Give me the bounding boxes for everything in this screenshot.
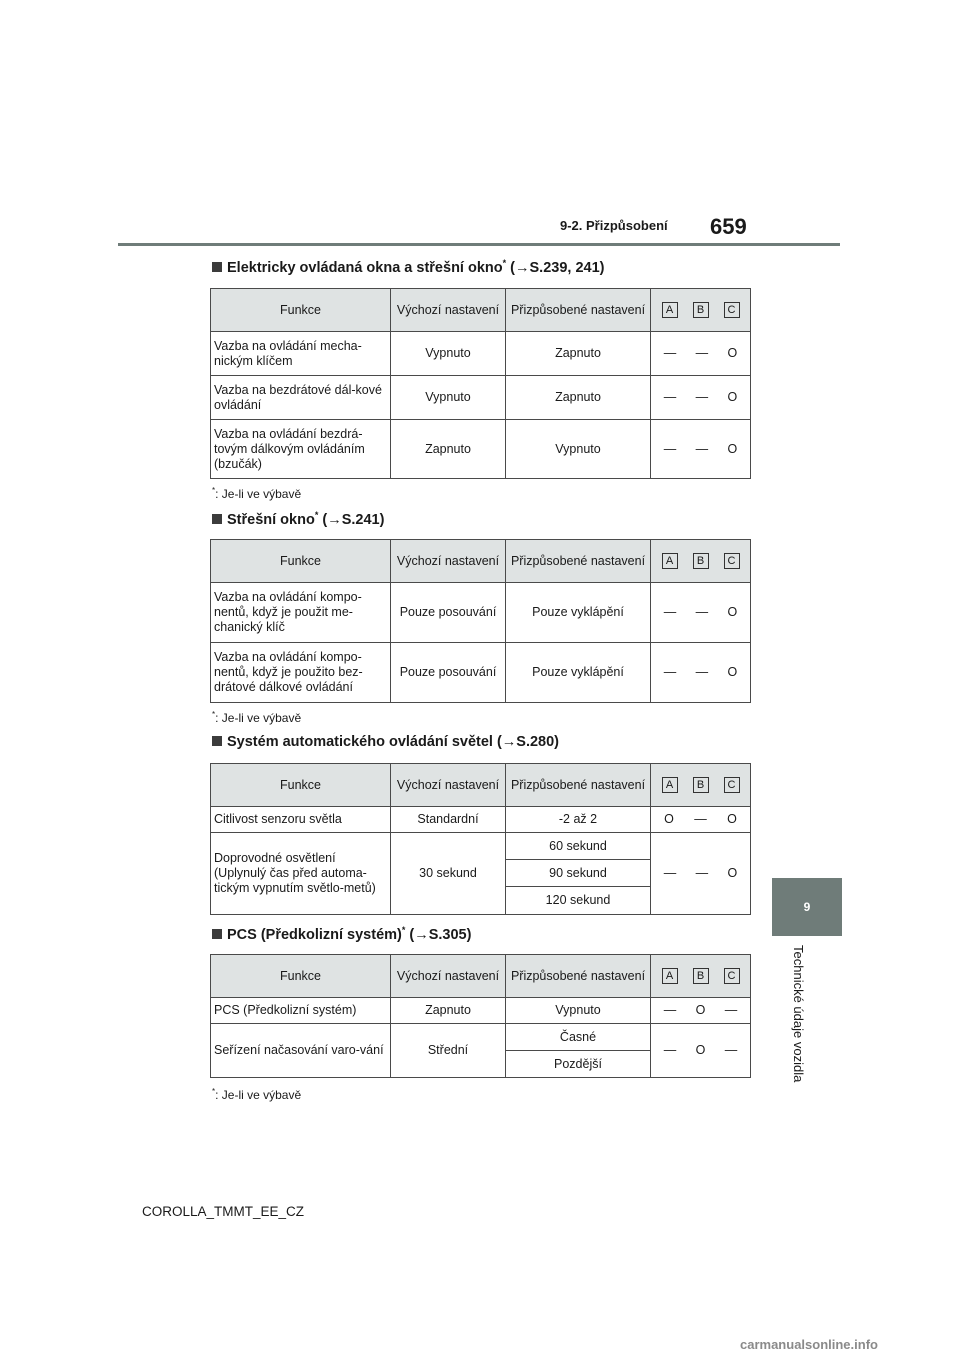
table-auto-lights: Funkce Výchozí nastavení Přizpůsobené nastavení A B C Citlivost senzoru světla Standardní -2 až 2 O — O Doprovodné osvětlení (Uplynulý čas před automa-tickým vypnutím světlo-metů) 30 sekund 60 sekund — — O 90 sekund 120 sekund — [210, 763, 751, 915]
bullet-square-icon — [212, 262, 222, 272]
table-row: Vazba na ovládání mecha-nickým klíčem Vypnuto Zapnuto — — O — [211, 332, 751, 376]
section-title-power-windows: Elektricky ovládaná okna a střešní okno* (→S.239, 241) — [212, 258, 604, 276]
table-row: Doprovodné osvětlení (Uplynulý čas před automa-tickým vypnutím světlo-metů) 30 sekund 60 sekund — — O — [211, 833, 751, 860]
col-abc — [651, 289, 751, 332]
table-row: Citlivost senzoru světla Standardní -2 až 2 O — O — [211, 807, 751, 833]
table-row: Vazba na ovládání kompo-nentů, když je použit me-chanický klíč Pouze posouvání Pouze vyklápění — — O — [211, 583, 751, 643]
table-pcs: Funkce Výchozí nastavení Přizpůsobené nastavení A B C PCS (Předkolizní systém) Zapnuto Vypnuto — O — Seřízení načasování varo-vání Střední Časné — O — Pozdější — [210, 954, 751, 1078]
table-row: Vazba na ovládání kompo-nentů, když je použito bez-drátové dálkové ovládání Pouze posouvání Pouze vyklápění — — O — [211, 643, 751, 703]
section-title-sunroof: Střešní okno* (→S.241) — [212, 510, 384, 528]
label-a: A — [662, 302, 678, 318]
table-row: Vazba na bezdrátové dál-kové ovládání Vypnuto Zapnuto — — O — [211, 376, 751, 420]
bullet-square-icon — [212, 929, 222, 939]
table-row: Vazba na ovládání bezdrá-tovým dálkovým ovládáním (bzučák) Zapnuto Vypnuto — — O — [211, 420, 751, 479]
footnote: *: Je-li ve výbavě — [212, 1087, 302, 1102]
header-divider — [118, 243, 840, 246]
chapter-tab: 9 — [772, 878, 842, 936]
section-title-auto-lights: Systém automatického ovládání světel (→S.280) — [212, 734, 559, 750]
section-title-pcs: PCS (Předkolizní systém)* (→S.305) — [212, 925, 471, 943]
table-row: PCS (Předkolizní systém) Zapnuto Vypnuto — O — — [211, 998, 751, 1024]
footnote: *: Je-li ve výbavě — [212, 710, 302, 725]
bullet-square-icon — [212, 514, 222, 524]
header-section-title: 9-2. Přizpůsobení — [560, 218, 668, 233]
label-c: C — [724, 302, 740, 318]
col-vychozi: Výchozí nastavení — [391, 289, 506, 332]
table-power-windows — [210, 288, 751, 479]
label-b: B — [693, 302, 709, 318]
col-funkce: Funkce — [211, 289, 391, 332]
col-prizpusobene: Přizpůsobené nastavení — [506, 289, 651, 332]
bullet-square-icon — [212, 736, 222, 746]
watermark: carmanualsonline.info — [740, 1337, 878, 1352]
chapter-label: Technické údaje vozidla — [791, 945, 806, 1083]
footnote: *: Je-li ve výbavě — [212, 486, 302, 501]
doc-code: COROLLA_TMMT_EE_CZ — [142, 1204, 305, 1219]
page-number: 659 — [710, 214, 747, 239]
table-row: Seřízení načasování varo-vání Střední Časné — O — — [211, 1024, 751, 1051]
table-sunroof: Funkce Výchozí nastavení Přizpůsobené nastavení A B C Vazba na ovládání kompo-nentů, když je použit me-chanický klíč Pouze posouvání Pouze vyklápění — — O Vazba na ovládání kompo-nentů, když je použito bez-drátové dálkové ovládání Pouze posouvání Pouze vyklápění — — O — [210, 539, 751, 703]
